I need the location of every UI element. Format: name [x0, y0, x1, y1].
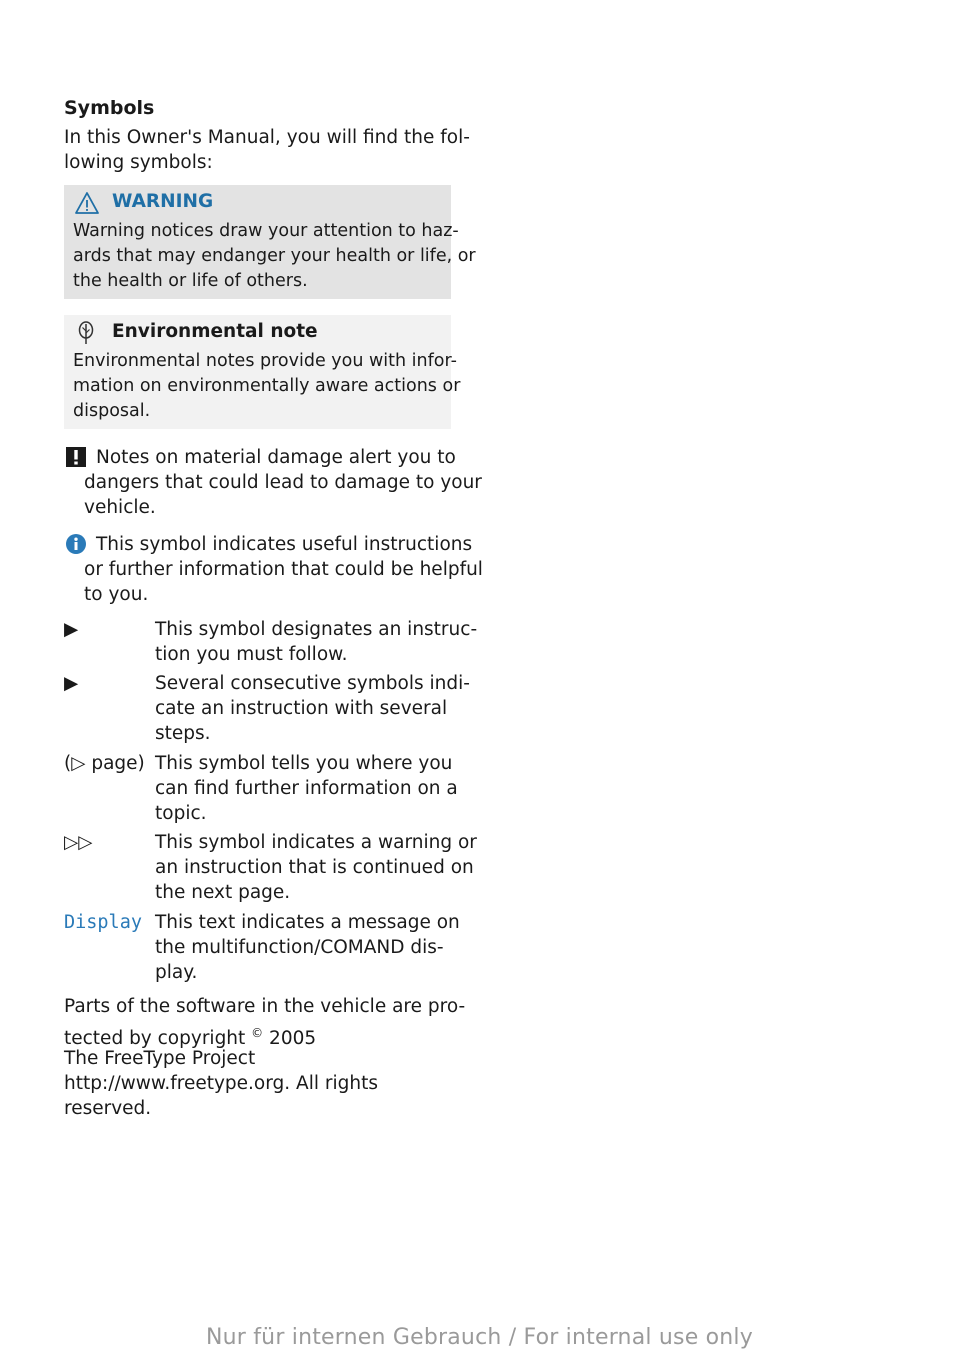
info-line-1: This symbol indicates useful instructions: [96, 534, 473, 555]
section-heading: Symbols: [64, 97, 155, 119]
warning-triangle-icon: [74, 191, 100, 215]
environmental-note-box: [64, 315, 461, 429]
symbol-description: [155, 910, 460, 985]
symbol-row-instruction: [64, 617, 478, 669]
environmental-note-title: Environmental note: [112, 321, 318, 342]
warning-line-1: Warning notices draw your attention to haz-: [73, 221, 459, 241]
page-reference-symbol: (▷ page): [64, 753, 145, 774]
leaf-icon: [74, 321, 100, 345]
info-icon: [66, 534, 86, 554]
symbol-description-line: an instruction that is continued on: [155, 857, 474, 878]
double-triangle-icon: ▷▷: [64, 832, 93, 853]
warning-title: WARNING: [112, 191, 214, 212]
environmental-line-3: disposal.: [73, 401, 151, 421]
symbol-description: [155, 617, 477, 667]
symbol-description-line: This symbol designates an instruc-: [155, 619, 478, 640]
symbol-description-line: Several consecutive symbols indi-: [155, 673, 470, 694]
intro-line-1: In this Owner's Manual, you will find the fol-: [64, 127, 470, 148]
symbol-description-line: This text indicates a message on: [155, 912, 460, 933]
copyright-year: 2005: [263, 1028, 317, 1050]
copyright-line-1: Parts of the software in the vehicle are pro-: [64, 996, 466, 1017]
info-line-3: to you.: [84, 584, 149, 605]
display-text-sample: Display: [64, 912, 142, 933]
warning-line-2: ards that may endanger your health or life, or: [73, 246, 476, 266]
damage-line-1: Notes on material damage alert you to: [96, 447, 456, 468]
symbol-description-line: cate an instruction with several: [155, 698, 448, 719]
copyright-line-5: reserved.: [64, 1098, 152, 1119]
symbol-description-line: tion you must follow.: [155, 644, 348, 665]
warning-line-3: the health or life of others.: [73, 271, 308, 291]
info-line-2: or further information that could be helpful: [84, 559, 483, 580]
warning-box: [64, 185, 476, 299]
intro-line-2: lowing symbols:: [64, 152, 213, 173]
exclamation-icon: [66, 447, 86, 467]
environmental-note-text: [73, 349, 460, 424]
symbol-row-display: [64, 910, 460, 986]
symbol-row-continued: [64, 830, 477, 906]
symbol-description: [155, 830, 477, 905]
copyright-symbol: ©: [251, 1026, 264, 1040]
symbol-description-line: This symbol indicates a warning or: [155, 832, 477, 853]
damage-line-3: vehicle.: [84, 497, 156, 518]
environmental-line-1: Environmental notes provide you with infor-: [73, 351, 457, 371]
symbol-description-line: can find further information on a: [155, 778, 458, 799]
symbol-description-line: This symbol tells you where you: [155, 753, 453, 774]
symbol-description-line: play.: [155, 962, 198, 983]
play-arrow-icon: ▶: [64, 673, 79, 694]
copyright-text: tected by copyright: [64, 1028, 252, 1050]
symbol-row-page-reference: [64, 751, 458, 827]
play-arrow-icon: ▶: [64, 619, 79, 640]
symbol-description-line: the next page.: [155, 882, 291, 903]
damage-note: [64, 445, 482, 521]
info-note: [64, 532, 483, 608]
copyright-line-3: The FreeType Project: [64, 1048, 256, 1069]
environmental-line-2: mation on environmentally aware actions or: [73, 376, 461, 396]
symbol-description-line: topic.: [155, 803, 207, 824]
warning-text: [73, 219, 476, 294]
symbol-description-line: the multifunction/COMAND dis-: [155, 937, 444, 958]
copyright-line-4: http://www.freetype.org. All rights: [64, 1073, 378, 1094]
symbol-description-line: steps.: [155, 723, 211, 744]
damage-line-2: dangers that could lead to damage to your: [84, 472, 482, 493]
symbol-row-steps: [64, 671, 470, 747]
internal-use-footer: Nur für internen Gebrauch / For internal use only: [206, 1325, 753, 1350]
symbol-description: [155, 751, 458, 826]
symbol-description: [155, 671, 470, 746]
